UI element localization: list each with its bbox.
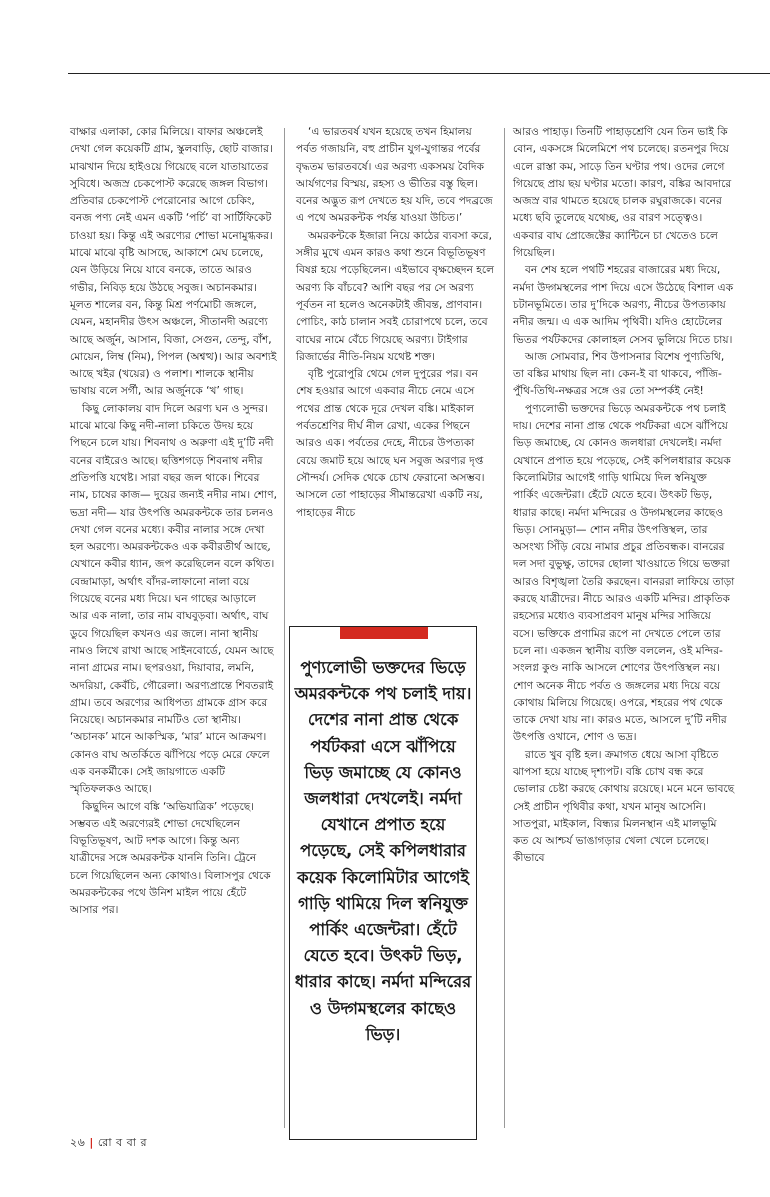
paragraph: কিছুদিন আগে বঙ্কি ‘অভিযাত্রিক’ পড়েছে। সম্ভবত এই অরণ্যেরই শোভা দেখেছিলেন বিভূতিভূষণ, আট দশক আগে। কিন্তু অন্য যাত্রীদের সঙ্গে অমরকন্টক যাননি তিনি। ট্রেনে চলে গিয়েছিলেন অন্য কোথাও। বিলাসপুর থেকে অমরকন্টকের পথে উনিশ মাইল পায়ে হেঁটে আসার পর। — [70, 800, 271, 917]
top-rule — [68, 73, 770, 74]
quote-paragraph: ‘এ ভারতবর্ষ যখন হয়েছে তখন হিমালয় পর্বত গজায়নি, বহু প্রাচীন যুগ-যুগান্তর পর্বের বৃদ্ধতম ভারতবর্ষে। এর অরণ্য একসময় বৈদিক আর্যগণের বিস্ময়, রহস্য ও ভীতির বস্তু ছিল। বনের অদ্ভুত রূপ দেখতে হয় যদি, তবে পদব্রজে এ পথে অমরকন্টক পর্যন্ত যাওয়া উচিত।’ — [296, 126, 493, 225]
pull-quote-accent-bar — [340, 627, 428, 639]
paragraph: অমরকন্টকে ইজারা নিয়ে কাঠের ব্যবসা করে, সঙ্গীর মুখে এমন কারও কথা শুনে বিভূতিভূষণ বিষণ্ণ হয়ে পড়েছিলেন। এইভাবে বৃক্ষচ্ছেদন হলে অরণ্য কি বাঁচবে? আশি বছর পর সে অরণ্য পূর্বতন না হলেও অনেকটাই জীবন্ত, প্রাণবান। পোচিং, কাঠ চালান সবই চোরাপথে চলে, তবে বাঘের নামে বেঁচে গিয়েছে অরণ্য। টাইগার রিজার্ভের নীতি-নিয়ম যথেষ্ট শক্ত। — [296, 229, 495, 363]
footer-separator: | — [89, 1136, 94, 1149]
pull-quote-box — [289, 626, 477, 1140]
page-number: ২৬ — [70, 1136, 86, 1149]
column-divider — [504, 128, 505, 1128]
paragraph: বাক্ষার এলাকা, কোর মিলিয়ে। বাফার অঞ্চলেই দেখা গেল কয়েকটি গ্রাম, স্কুলবাড়ি, ছোট বাজার। মাঝখান দিয়ে হাইওয়ে গিয়েছে বলে যাতায়াতের সুবিধে। অজস্র চেকপোস্ট করেছে জঙ্গল বিভাগ। প্রতিবার চেকপোস্ট পেরোনোর আগে চেকিং, বনজ পণ্য নেই এমন একটি ‘পর্চি’ বা সার্টিফিকেট চাওয়া হয়। কিন্তু এই অরণ্যের শোভা মনোমুগ্ধকর। মাঝে মাঝে বৃষ্টি আসছে, আকাশে মেঘ চলেছে, যেন উড়িয়ে নিয়ে যাবে বনকে, তাতে আরও গভীর, নিবিড় হয়ে উঠছে সবুজ। অচানকমার। মূলত শালের বন, কিন্তু মিশ্র পর্ণমোচী জঙ্গলে, যেমন, মহানদীর উৎস অঞ্চলে, সীতানদী অরণ্যে আছে অর্জুন, আসান, বিজা, সেগুন, তেন্দু, বাঁশ, মোয়েন, লিম্ব (নিম), পিপল (অশ্বত্থ)। আর অবশ্যই আছে খইর (খয়ের) ও পলাশ। শালকে স্থানীয় ভাষায় বলে সর্গী, আর অর্জুনকে ‘খ’ গাছ। — [70, 126, 277, 398]
pull-quote-text: পুণ্যলোভী ভক্তদের ভিড়ে অমরকন্টকে পথ চলাই দায়। দেশের নানা প্রান্ত থেকে পর্যটকরা এসে ঝাঁপিয়ে ভিড় জমাচ্ছে যে কোনও জলধারা দেখলেই। নর্মদা যেখানে প্রপাত হয়ে পড়েছে, সেই কপিলধারার কয়েক কিলোমিটার আগেই গাড়ি থামিয়ে দিল স্বনিযুক্ত পার্কিং এজেন্টরা। হেঁটে যেতে হবে। উৎকট ভিড়, ধারার কাছে। নর্মদা মন্দিরের ও উদ্গমস্থলের কাছেও ভিড়। — [294, 658, 472, 1044]
page-footer — [70, 1134, 147, 1153]
magazine-name: রো ব বা র — [97, 1136, 148, 1149]
paragraph: বন শেষ হলে পথটি শহরের বাজারের মধ্য দিয়ে, নর্মদা উদ্গমস্থলের পাশ দিয়ে এসে উঠেছে বিশাল এক চটানভূমিতে। তার দু’দিকে অরণ্য, নীচের উপত্যকায় নদীর জন্ম। এ এক আদিম পৃথিবী। যদিও হোটেলের ভিতর পর্যটকদের কোলাহল সেসব ভুলিয়ে দিতে চায়। — [513, 264, 734, 346]
paragraph: আরও পাহাড়। তিনটি পাহাড়শ্রেণি যেন তিন ভাই কি বোন, একসঙ্গে মিলেমিশে পথ চলেছে। রতনপুর দিয়ে এলে রাস্তা কম, সাড়ে তিন ঘণ্টার পথ। ওদের লেগে গিয়েছে প্রায় ছয় ঘণ্টার মতো। কারণ, বঙ্কির আবদারে অজস্র বার থামতে হয়েছে চালক রঘুরাজকে। বনের মধ্যে ছবি তুলেছে যথেচ্ছ, ওর বারণ সত্ত্বেও। একবার বাঘ প্রোজেক্টের ক্যান্টিনে চা খেতেও চলে গিয়েছিল। — [513, 126, 732, 260]
article-column-2 — [296, 124, 496, 522]
paragraph: রাতে খুব বৃষ্টি হল। ক্রমাগত ধেয়ে আসা বৃষ্টিতে ঝাপসা হয়ে যাচ্ছে দৃশ্যপট। বঙ্কি চোখ বন্ধ করে ভোলার চেষ্টা করছে কোথায় রয়েছে। মনে মনে ভাবছে সেই প্রাচীন পৃথিবীর কথা, যখন মানুষ আসেনি। সাতপুরা, মাইকাল, বিন্ধ্যর মিলনস্থান এই মালভূমি কত যে আশ্চর্য ভাঙাগড়ার খেলা খেলে চলেছে। কীভাবে — [513, 748, 735, 865]
column-divider — [284, 128, 285, 1128]
paragraph: পুণ্যলোভী ভক্তদের ভিড়ে অমরকন্টকে পথ চলাই দায়। দেশের নানা প্রান্ত থেকে পর্যটকরা এসে ঝাঁপিয়ে ভিড় জমাচ্ছে, যে কোনও জলধারা দেখলেই। নর্মদা যেখানে প্রপাত হয়ে পড়েছে, সেই কপিলধারার কয়েক কিলোমিটার আগেই গাড়ি থামিয়ে দিল স্বনিযুক্ত পার্কিং এজেন্টরা। হেঁটে যেতে হবে। উৎকট ভিড়, ধারার কাছে। নর্মদা মন্দিরের ও উদ্গমস্থলের কাছেও ভিড়। সোনমুড়া— শোন নদীর উৎপত্তিস্থল, তার অসংখ্য সিঁড়ি বেয়ে নামার প্রচুর প্রতিবন্ধক। বানরের দল সদা বুভুক্ষু, তাদের ছোলা খাওয়াতে গিয়ে ভক্তরা আরও বিশৃঙ্খলা তৈরি করছেন। বানররা লাফিয়ে তাড়া করছে যাত্রীদের। নীচে আরও একটি মন্দির। প্রাকৃতিক রহস্যের মধ্যেও ব্যবসাপ্রবণ মানুষ মন্দির সাজিয়ে বসে। ভক্তিকে প্রণামির রূপে না দেখতে পেলে তার চলে না। একজন স্থানীয় ব্যক্তি বললেন, ওই মন্দির-সংলগ্ন কুণ্ড নাকি আসলে শোণের উৎপত্তিস্থল নয়। শোণ অনেক নীচে পর্বত ও জঙ্গলের মধ্য দিয়ে বয়ে কোথায় মিলিয়ে গিয়েছে। ওপরে, শহরের পথ থেকে তাকে দেখা যায় না। কারও মতে, আসলে দু’টি নদীর উৎপত্তি ওখানে, শোণ ও ভদ্র। — [513, 402, 735, 744]
article-column-1 — [70, 124, 277, 920]
article-column-3 — [513, 124, 735, 868]
paragraph: আজ সোমবার, শিব উপাসনার বিশেষ পুণ্যতিথি, তা বঙ্কির মাথায় ছিল না। কেন-ই বা থাকবে, পাঁজি-পুঁথি-তিথি-নক্ষত্রর সঙ্গে ওর তো সম্পর্কই নেই! — [513, 350, 725, 398]
paragraph: কিছু লোকালয় বাদ দিলে অরণ্য ঘন ও সুন্দর। মাঝে মাঝে কিছু নদী-নালা চকিতে উদয় হয়ে পিছনে চলে যায়। শিবনাথ ও অরুণা এই দু’টি নদী বনের বাইরেও আছে। ছত্তিশগড়ে শিবনাথ নদীর প্রতিপত্তি যথেষ্ট। সারা বছর জল থাকে। শিবের নাম, চাষের কাজ— দুয়ের জন্যই নদীর নাম। শোণ, ভদ্রা নদী— যার উৎপত্তি অমরকন্টকে তার চলনও দেখা গেল বনের মধ্যে। কবীর নালার সঙ্গে দেখা হল অরণ্যে। অমরকন্টকেও এক কবীরতীর্থ আছে, যেখানে কবীর ধ্যান, জপ করেছিলেন বলে কথিত। বেন্দ্রামাড়া, অর্থাৎ বাঁদর-লাফানো নালা বয়ে গিয়েছে বনের মধ্য দিয়ে। ঘন গাছের আড়ালে আর এক নালা, তার নাম বাঘবুড়বা। অর্থাৎ, বাঘ ডুবে গিয়েছিল কখনও এর জলে। নানা স্থানীয় নামও লিখে রাখা আছে সাইনবোর্ডে, যেমন আছে নানা গ্রামের নাম। ছপরওয়া, দিয়াবার, লমনি, অদরিয়া, কেবঁচি, গৌরেলা। অরণ্যপ্রান্তে শিবতরাই গ্রাম। তবে অরণ্যের আধিপত্য গ্রামকে গ্রাস করে নিয়েছে। অচানকমার নামটিও তো স্থানীয়। ‘অচানক’ মানে আকস্মিক, ‘মার’ মানে আক্রমণ। কোনও বাঘ অতর্কিতে ঝাঁপিয়ে পড়ে মেরে ফেলে এক বনকর্মীকে। সেই জায়গাতে একটি স্মৃতিফলকও আছে। — [70, 402, 277, 796]
paragraph: বৃষ্টি পুরোপুরি থেমে গেল দুপুরের পর। বন শেষ হওয়ার আগে একবার নীচে নেমে এসে পথের প্রান্ত থেকে দূরে দেখল বঙ্কি। মাইকাল পর্বতশ্রেণির দীর্ঘ নীল রেখা, একের পিছনে আরও এক। পর্বতের দেহে, নীচের উপত্যকা বেয়ে জমাট হয়ে আছে ঘন সবুজ অরণ্যর দৃপ্ত সৌন্দর্য। সেদিক থেকে চোখ ফেরানো অসম্ভব। আসলে তো পাহাড়ের সীমান্তরেখা একটি নয়, পাহাড়ের নীচে — [296, 368, 485, 519]
